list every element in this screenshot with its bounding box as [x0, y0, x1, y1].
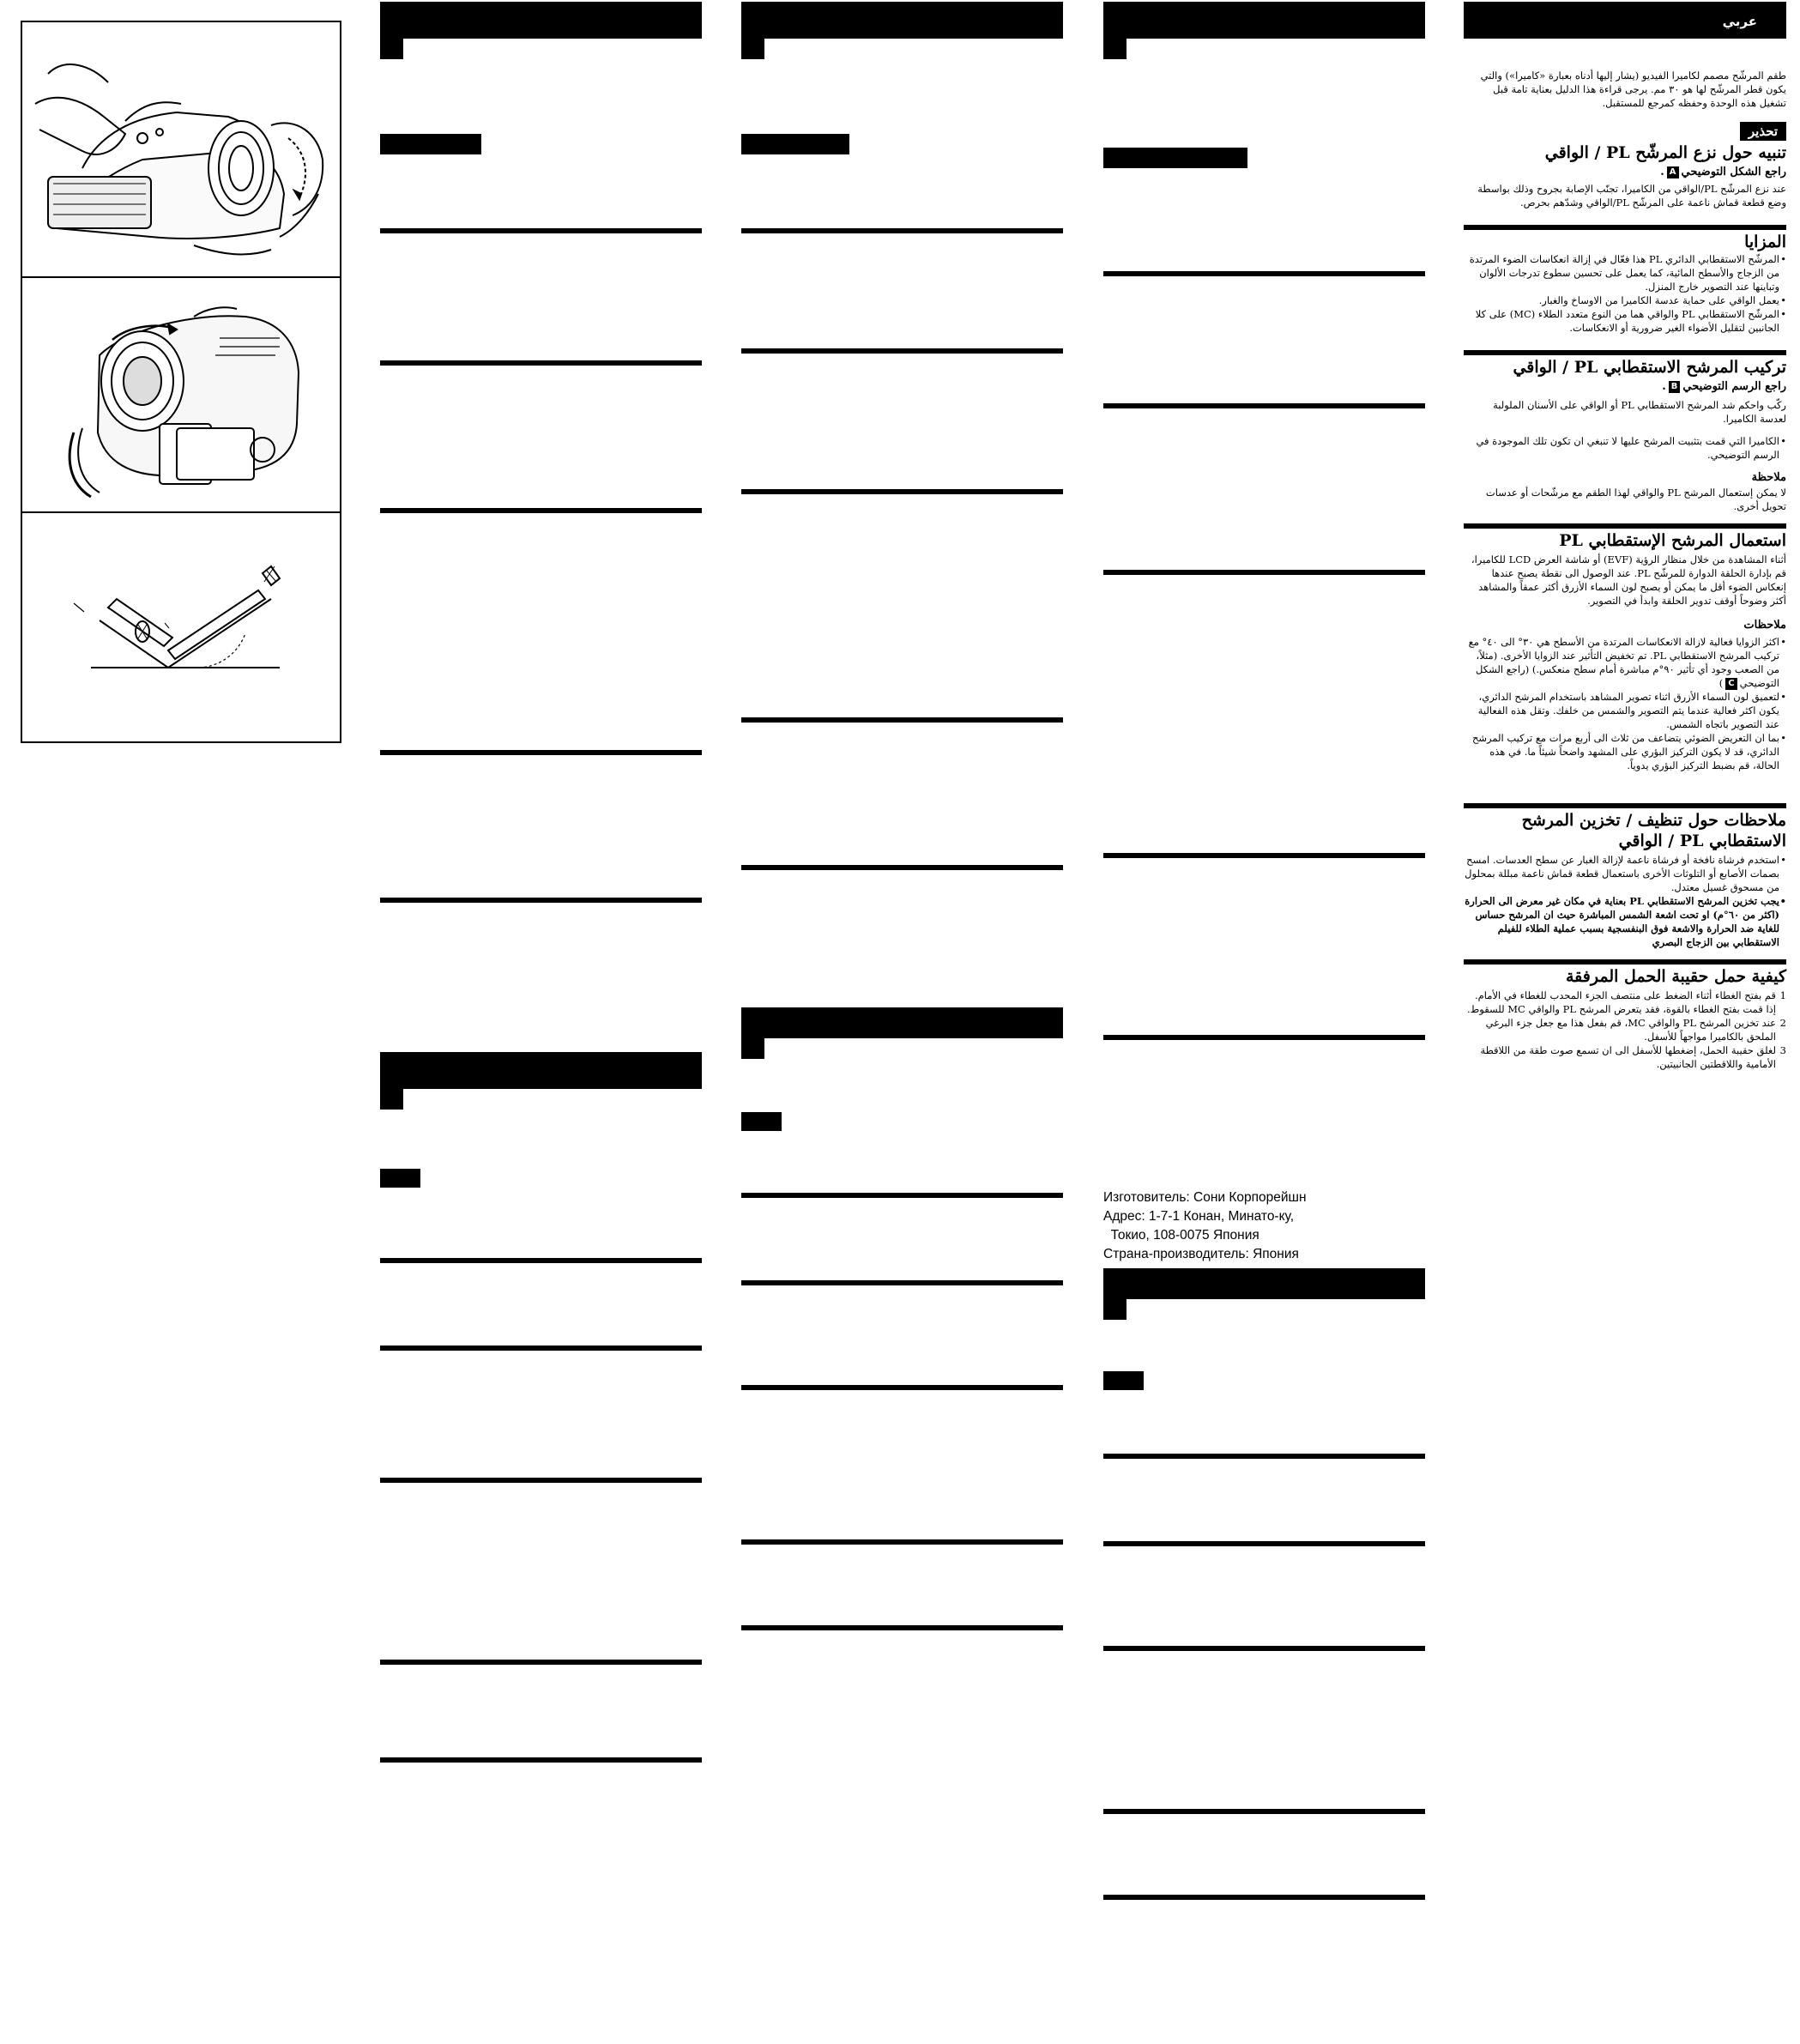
label-block — [1103, 1371, 1144, 1390]
illustration-panel-c — [21, 511, 341, 743]
figure-a-badge: A — [1667, 166, 1679, 178]
remove-caution-title: تنبيه حول نزع المرشّح PL / الواقي — [1544, 143, 1786, 162]
case-step: 3 لغلق حقيبة الحمل، إضغطها للأسفل الى ان تسمع صوت طقة من اللاقطة الأمامية واللاقطتين الجانبيتين. — [1480, 1044, 1786, 1070]
remove-filter-illustration — [22, 22, 340, 276]
using-text: أثناء المشاهدة من خلال منظار الرؤية (EVF) أو شاشة العرض LCD للكاميرا، قم بإدارة الحلقة الدوارة للمرشّح PL. عند الوصول الى نقطة يصبح عندها إنعكاس الضوء أقل ما يمكن أو يصبح لون السماء الأزرق أكثر عمقاً والمشاهد أكثر وضوحاً أوقف تدوير الحلقة وابدأ في التصوير. — [1471, 553, 1786, 607]
section-rule — [1464, 225, 1786, 230]
section-rule — [1103, 1895, 1425, 1900]
cleaning-item-bold: • يجب تخزين المرشح الاستقطابي PL بعناية في مكان غير معرض الى الحرارة (اكثر من ٦٠°م) او تحت اشعة الشمس المباشرة حيث ان المرشح حساس للغاية ضد الحرارة والاشعة فوق البنفسجية بسبب عملية الطلاء للفيلم الاستقطابي بين الزجاج البصري — [1464, 894, 1786, 949]
mount-filter-illustration — [22, 278, 340, 511]
section-rule — [1464, 523, 1786, 529]
section-rule — [380, 898, 702, 903]
figure-b-badge: B — [1669, 381, 1681, 393]
section-rule — [1103, 1541, 1425, 1546]
section-rule — [380, 1757, 702, 1763]
section-header-bar — [380, 2, 702, 39]
case-step: 1 قم بفتح الغطاء أثناء الضغط على منتصف الجزء المحدب للغطاء في الأمام. إذا قمت بفتح الغطاء بالقوة، فقد يتعرض المرشح PL والواقي MC للسقوط. — [1466, 989, 1786, 1015]
section-rule — [741, 1280, 1063, 1285]
label-block — [1103, 148, 1247, 168]
features-item: • المرشّح الاستقطابي PL والواقي هما من النوع متعدد الطلاء (MC) على كلا الجانبين لتقليل الأضواء الغير ضرورية أو الانعكاسات. — [1464, 307, 1786, 335]
features-item: • يعمل الواقي على حماية عدسة الكاميرا من الاوساخ والغبار. — [1464, 293, 1786, 307]
section-rule — [1464, 350, 1786, 355]
section-header-tab — [741, 1038, 764, 1059]
address-line: Адрес: 1-7-1 Конан, Минато-ку, — [1103, 1209, 1295, 1224]
label-block — [380, 134, 481, 154]
section-rule — [741, 1625, 1063, 1630]
section-rule — [1103, 853, 1425, 858]
features-list — [1464, 252, 1786, 335]
using-note-item: • اكثر الزوايا فعالية لازالة الانعكاسات المرتدة من الأسطح هي ٣٠° الى ٤٠° مع تركيب المرشح الاستقطابي PL. تم تخفيض التأثير عند الزوايا الأخرى. (مثلاً، من الصعب وجود أي تأثير ٩٠°م مباشرة أمام سطح منعكس.) (راجع الشكل التوضيحيC) — [1464, 635, 1786, 690]
section-rule — [1464, 959, 1786, 965]
section-rule — [380, 1258, 702, 1263]
cleaning-list — [1464, 853, 1786, 949]
section-rule — [380, 360, 702, 366]
illustration-panel-b — [21, 276, 341, 513]
intro-text: طقم المرشّح مصمم لكاميرا الفيديو (يشار إليها أدناه بعبارة «كاميرا») والتي يكون قطر المرشّح لها هو ٣٠ مم. يرجى قراءة هذا الدليل بعناية تامة قبل تشغيل هذه الوحدة وحفظه كمرجع للمستقبل. — [1480, 70, 1786, 109]
section-rule — [741, 865, 1063, 870]
language-tab-label: عربي — [1722, 14, 1757, 29]
section-rule — [380, 228, 702, 233]
section-rule — [1103, 1454, 1425, 1459]
cleaning-title: ملاحظات حول تنظيف / تخزين المرشح الاستقطابي PL / الواقي — [1521, 811, 1786, 850]
remove-caution-figure-ref: راجع الشكل التوضيحيA. — [1660, 166, 1786, 178]
section-rule — [741, 1193, 1063, 1198]
section-rule — [1103, 570, 1425, 575]
section-rule — [741, 717, 1063, 723]
section-rule — [741, 489, 1063, 494]
using-note-item: • بما ان التعريض الضوئي يتضاعف من ثلاث الى أربع مرات مع تركيب المرشح الدائري، قد لا يكون التركيز البؤري على المشهد واضحاً شيئاً ما. في هذه الحالة، قم بضبط التركيز البؤري يدوياً. — [1464, 731, 1786, 772]
figure-c-badge: C — [1725, 678, 1737, 690]
section-header-tab — [741, 39, 764, 59]
section-rule — [741, 228, 1063, 233]
features-title: المزايا — [1744, 233, 1786, 251]
section-header-tab — [380, 39, 403, 59]
remove-caution-text: عند نزع المرشّح PL/الواقي من الكاميرا، تجنّب الإصابة بجروح وذلك بواسطة وضع قطعة قماش ناعمة على المرشّح PL/الواقي وشدّهم بحرص. — [1477, 183, 1786, 209]
section-header-tab — [1103, 39, 1127, 59]
reflection-angle-diagram — [22, 513, 340, 741]
mounting-note-label: ملاحظة — [1751, 471, 1786, 484]
section-rule — [380, 750, 702, 755]
using-notes-label: ملاحظات — [1743, 619, 1786, 632]
section-rule — [380, 1660, 702, 1665]
case-title: كيفية حمل حقيبة الحمل المرفقة — [1565, 967, 1786, 986]
section-header-bar — [1103, 1268, 1425, 1299]
section-rule — [1103, 1035, 1425, 1040]
section-rule — [380, 508, 702, 513]
mounting-note: لا يمكن إستعمال المرشح PL والواقي لهذا الطقم مع مرشّحات أو عدسات تحويل أخرى. — [1485, 487, 1786, 512]
case-step: 2 عند تخزين المرشح PL والواقي MC، قم بفعل هذا مع جعل جزء البرغي الملحق بالكاميرا مواجهاً للأسفل. — [1485, 1017, 1786, 1043]
features-item: • المرشّح الاستقطابي الدائري PL هذا فعّال في إزالة انعكاسات الضوء المرتدة من الزجاج والأسطح المائية، كما يعمل على تحسين سطوع تدرجات الألوان وتباينها عند التصوير خارج المنزل. — [1464, 252, 1786, 293]
section-rule — [1103, 1809, 1425, 1814]
section-rule — [380, 1478, 702, 1483]
using-title: استعمال المرشح الإستقطابي PL — [1559, 531, 1786, 550]
section-header-bar — [741, 1007, 1063, 1038]
mounting-figure-ref: راجع الرسم التوضيحيB. — [1662, 380, 1786, 393]
cleaning-item: • استخدم فرشاة نافخة أو فرشاة ناعمة لإزالة الغبار عن سطح العدسات. امسح بصمات الأصابع أو التلوثات الأخرى باستعمال قطعة قماش ناعمة مبللة بمحلول من مسحوق غسيل معتدل. — [1464, 853, 1786, 894]
label-block — [741, 134, 849, 154]
arabic-header-bar — [1464, 2, 1786, 39]
manufacturer-line: Изготовитель: Сони Корпорейшн — [1103, 1190, 1307, 1205]
section-header-bar — [741, 2, 1063, 39]
section-header-bar — [1103, 2, 1425, 39]
section-header-bar — [380, 1052, 702, 1089]
section-rule — [1103, 1646, 1425, 1651]
address-city-line: Токио, 108-0075 Япония — [1103, 1228, 1259, 1243]
mounting-text: ركّب واحكم شد المرشح الاستقطابي PL أو الواقي على الأسنان الملولبة لعدسة الكاميرا. — [1493, 399, 1786, 425]
section-rule — [741, 348, 1063, 354]
using-note-item: • لتعميق لون السماء الأزرق اثناء تصوير المشاهد باستخدام المرشح الدائري، يكون اكثر فعالية عندما يتم التصوير والشمس من خلفك. وتقل هذه الفعالية عند التصوير باتجاه الشمس. — [1464, 690, 1786, 731]
section-rule — [1103, 403, 1425, 408]
using-notes-list — [1464, 635, 1786, 772]
warning-label: تحذير — [1740, 122, 1786, 141]
mounting-title: تركيب المرشح الاستقطابي PL / الواقي — [1513, 358, 1786, 377]
section-header-tab — [380, 1089, 403, 1110]
section-rule — [741, 1385, 1063, 1390]
section-header-tab — [1103, 1299, 1127, 1320]
label-block — [380, 1169, 420, 1188]
mounting-bullet: • الكاميرا التي قمت بتثبيت المرشح عليها لا تنبغي ان تكون تلك الموجودة في الرسم التوضيحي. — [1464, 434, 1786, 462]
case-steps — [1464, 989, 1786, 1071]
section-rule — [1464, 803, 1786, 808]
label-block — [741, 1112, 782, 1131]
section-rule — [741, 1539, 1063, 1545]
section-rule — [1103, 271, 1425, 276]
section-rule — [380, 1346, 702, 1351]
country-line: Страна-производитель: Япония — [1103, 1247, 1299, 1261]
illustration-panel-a — [21, 21, 341, 278]
